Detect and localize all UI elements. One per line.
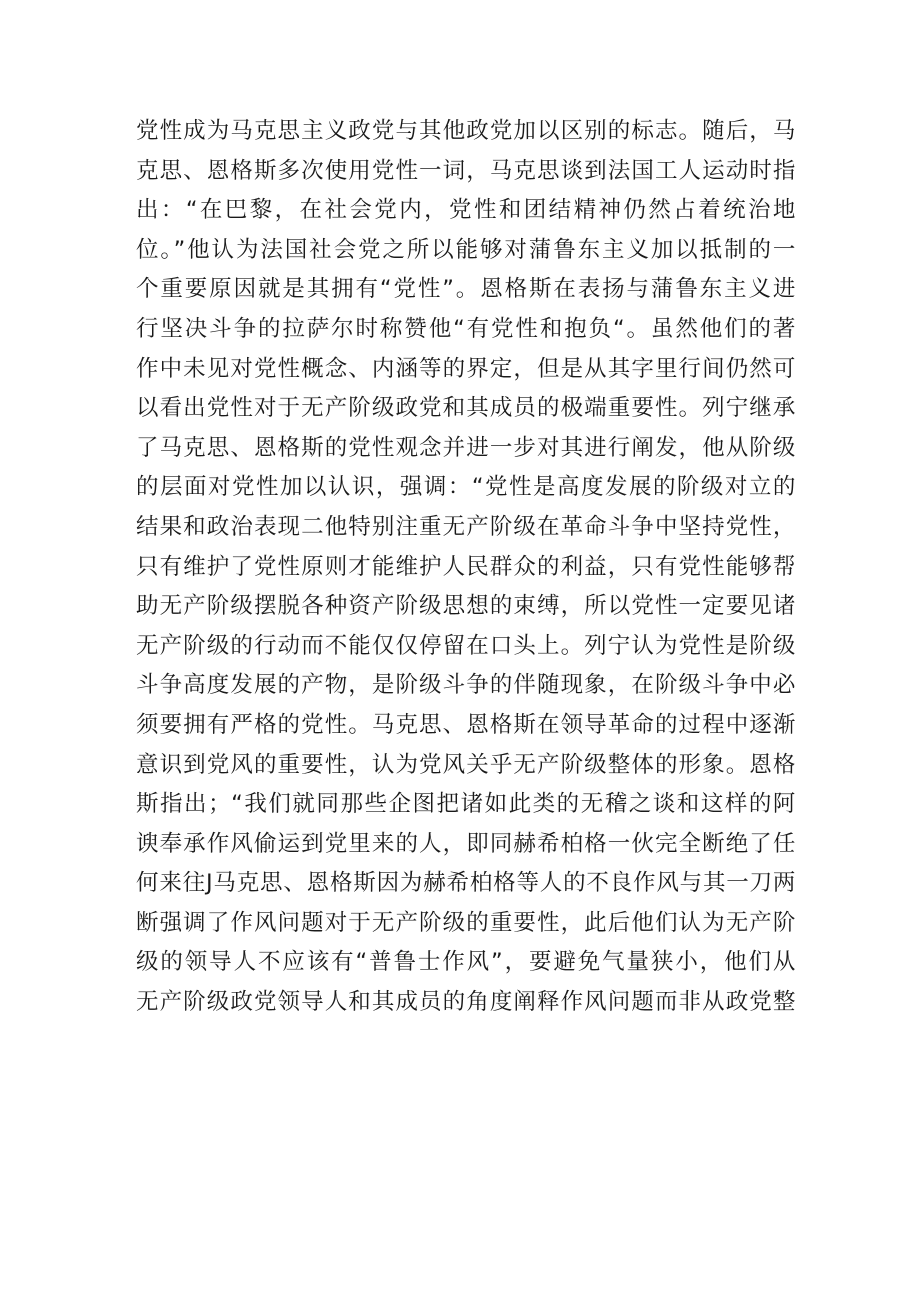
text-line-4: 位。”他认为法国社会党之所以能够对蒲鲁东主义加以抵制的一 xyxy=(136,236,796,263)
text-line-13: 助无产阶级摆脱各种资产阶级思想的束缚，所以党性一定要见诸 xyxy=(136,593,796,620)
text-line-11: 结果和政治表现二他特别注重无产阶级在革命斗争中坚持党性， xyxy=(136,513,796,540)
text-line-10: 的层面对党性加以认识，强调：“党性是高度发展的阶级对立的 xyxy=(136,474,796,501)
text-line-21: 断强调了作风问题对于无产阶级的重要性，此后他们认为无产阶 xyxy=(136,909,796,936)
text-line-8: 以看出党性对于无产阶级政党和其成员的极端重要性。列宁继承 xyxy=(136,395,796,422)
text-line-15: 斗争高度发展的产物，是阶级斗争的伴随现象，在阶级斗争中必 xyxy=(136,672,796,699)
text-line-19: 谀奉承作风偷运到党里来的人，即同赫希柏格一伙完全断绝了任 xyxy=(136,830,796,857)
text-line-20: 何来往J马克思、恩格斯因为赫希柏格等人的不良作风与其一刀两 xyxy=(136,870,796,897)
text-line-1: 党性成为马克思主义政党与其他政党加以区别的标志。随后，马 xyxy=(136,118,796,144)
text-line-23: 无产阶级政党领导人和其成员的角度阐释作风问题而非从政党整 xyxy=(136,989,796,1016)
text-line-18: 斯指出；“我们就同那些企图把诸如此类的无稽之谈和这样的阿 xyxy=(136,791,796,818)
text-line-9: 了马克思、恩格斯的党性观念并进一步对其进行阐发，他从阶级 xyxy=(136,434,796,461)
body-paragraph xyxy=(136,112,796,1023)
text-line-14: 无产阶级的行动而不能仅仅停留在口头上。列宁认为党性是阶级 xyxy=(136,632,796,659)
text-line-6: 行坚决斗争的拉萨尔时称赞他“有党性和抱负“。虽然他们的著 xyxy=(136,315,796,342)
text-line-7: 作中未见对党性概念、内涵等的界定，但是从其字里行间仍然可 xyxy=(136,355,796,382)
text-line-5: 个重要原因就是其拥有“党性”。恩格斯在表扬与蒲鲁东主义进 xyxy=(136,276,796,303)
text-line-2: 克思、恩格斯多次使用党性一词，马克思谈到法国工人运动时指 xyxy=(136,157,796,184)
text-line-3: 出：“在巴黎，在社会党内，党性和团结精神仍然占着统治地 xyxy=(136,197,796,224)
text-line-12: 只有维护了党性原则才能维护人民群众的利益，只有党性能够帮 xyxy=(136,553,796,580)
text-line-17: 意识到党风的重要性，认为党风关乎无产阶级整体的形象。恩格 xyxy=(136,751,796,778)
text-line-22: 级的领导人不应该有“普鲁士作风”，要避免气量狭小，他们从 xyxy=(136,949,796,976)
text-line-16: 须要拥有严格的党性。马克思、恩格斯在领导革命的过程中逐渐 xyxy=(136,711,796,738)
